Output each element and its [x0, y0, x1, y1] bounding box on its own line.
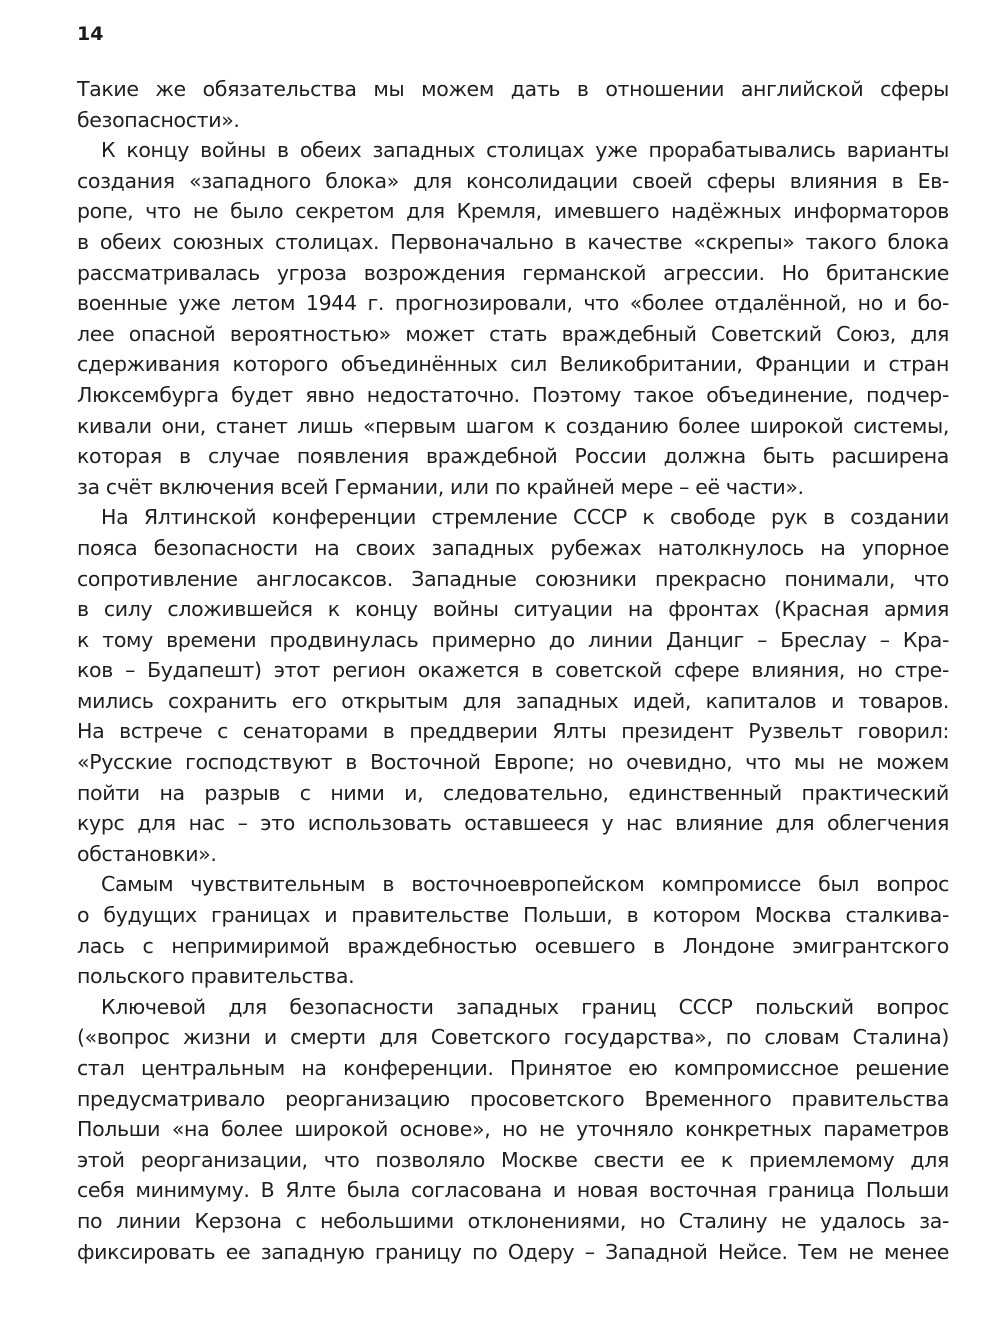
text-line: Люксембурга будет явно недостаточно. Поэтому такое объединение, подчер- [77, 382, 949, 407]
text-line: («вопрос жизни и смерти для Советского государства», по словам Сталина) [77, 1025, 949, 1050]
text-line: лась с непримиримой враждебностью осевшего в Лондоне эмигрантского [77, 933, 949, 958]
text-line: обстановки». [77, 841, 217, 866]
text-line: этой реорганизации, что позволяло Москве свести ее к приемлемому для [77, 1147, 949, 1172]
text-line: Такие же обязательства мы можем дать в отношении английской сферы [77, 77, 949, 101]
text-line: военные уже летом 1944 г. прогнозировали, что «более отдалённой, но и бо- [77, 291, 949, 316]
text-line: в обеих союзных столицах. Первоначально в качестве «скрепы» такого блока [77, 229, 949, 254]
body-text [77, 74, 949, 1267]
text-line: Ключевой для безопасности западных границ СССР польский вопрос [101, 994, 949, 1019]
text-line: которая в случае появления враждебной России должна быть расширена [77, 444, 949, 469]
text-line: пойти на разрыв с ними и, следовательно, единственный практический [77, 780, 949, 805]
text-line: «Русские господствуют в Восточной Европе; но очевидно, что мы не можем [77, 750, 949, 775]
text-line: предусматривало реорганизацию просоветского Временного правительства [77, 1086, 949, 1111]
text-line: Самым чувствительным в восточноевропейском компромиссе был вопрос [101, 872, 949, 897]
text-line: себя минимуму. В Ялте была согласована и новая восточная граница Польши [77, 1178, 949, 1203]
text-line: мились сохранить его открытым для западных идей, капиталов и товаров. [77, 688, 949, 713]
text-line: ропе, что не было секретом для Кремля, имевшего надёжных информаторов [77, 199, 949, 224]
text-line: к тому времени продвинулась примерно до линии Данциг – Бреслау – Кра- [77, 627, 949, 652]
text-line: безопасности». [77, 107, 240, 132]
text-line: кивали они, станет лишь «первым шагом к созданию более широкой системы, [77, 413, 949, 438]
text-line: создания «западного блока» для консолидации своей сферы влияния в Ев- [77, 168, 949, 193]
text-line: за счёт включения всей Германии, или по крайней мере – её части». [77, 474, 804, 499]
text-line: лее опасной вероятностью» может стать враждебный Советский Союз, для [77, 321, 949, 346]
text-line: о будущих границах и правительстве Польши, в котором Москва сталкива- [77, 903, 949, 928]
page-number: 14 [77, 23, 104, 45]
text-line: Польши «на более широкой основе», но не уточняло конкретных параметров [77, 1117, 949, 1142]
text-line: курс для нас – это использовать оставшееся у нас влияние для облегчения [77, 811, 949, 836]
text-line: в силу сложившейся к концу войны ситуации на фронтах (Красная армия [77, 597, 949, 622]
text-line: К концу войны в обеих западных столицах уже прорабатывались варианты [101, 138, 949, 163]
text-line: сопротивление англосаксов. Западные союзники прекрасно понимали, что [77, 566, 949, 591]
text-line: стал центральным на конференции. Принятое ею компромиссное решение [77, 1056, 949, 1080]
text-line: рассматривалась угроза возрождения германской агрессии. Но британские [77, 260, 949, 285]
text-line: ков – Будапешт) этот регион окажется в советской сфере влияния, но стре- [77, 658, 949, 683]
text-line: На встрече с сенаторами в преддверии Ялты президент Рузвельт говорил: [77, 719, 949, 744]
text-line: польского правительства. [77, 964, 355, 989]
text-line: На Ялтинской конференции стремление СССР к свободе рук в создании [101, 505, 949, 530]
text-line: фиксировать ее западную границу по Одеру – Западной Нейсе. Тем не менее [77, 1239, 949, 1264]
text-line: по линии Керзона с небольшими отклонениями, но Сталину не удалось за- [77, 1208, 949, 1233]
text-line: сдерживания которого объединённых сил Великобритании, Франции и стран [77, 352, 949, 377]
text-line: пояса безопасности на своих западных рубежах натолкнулось на упорное [77, 535, 949, 560]
